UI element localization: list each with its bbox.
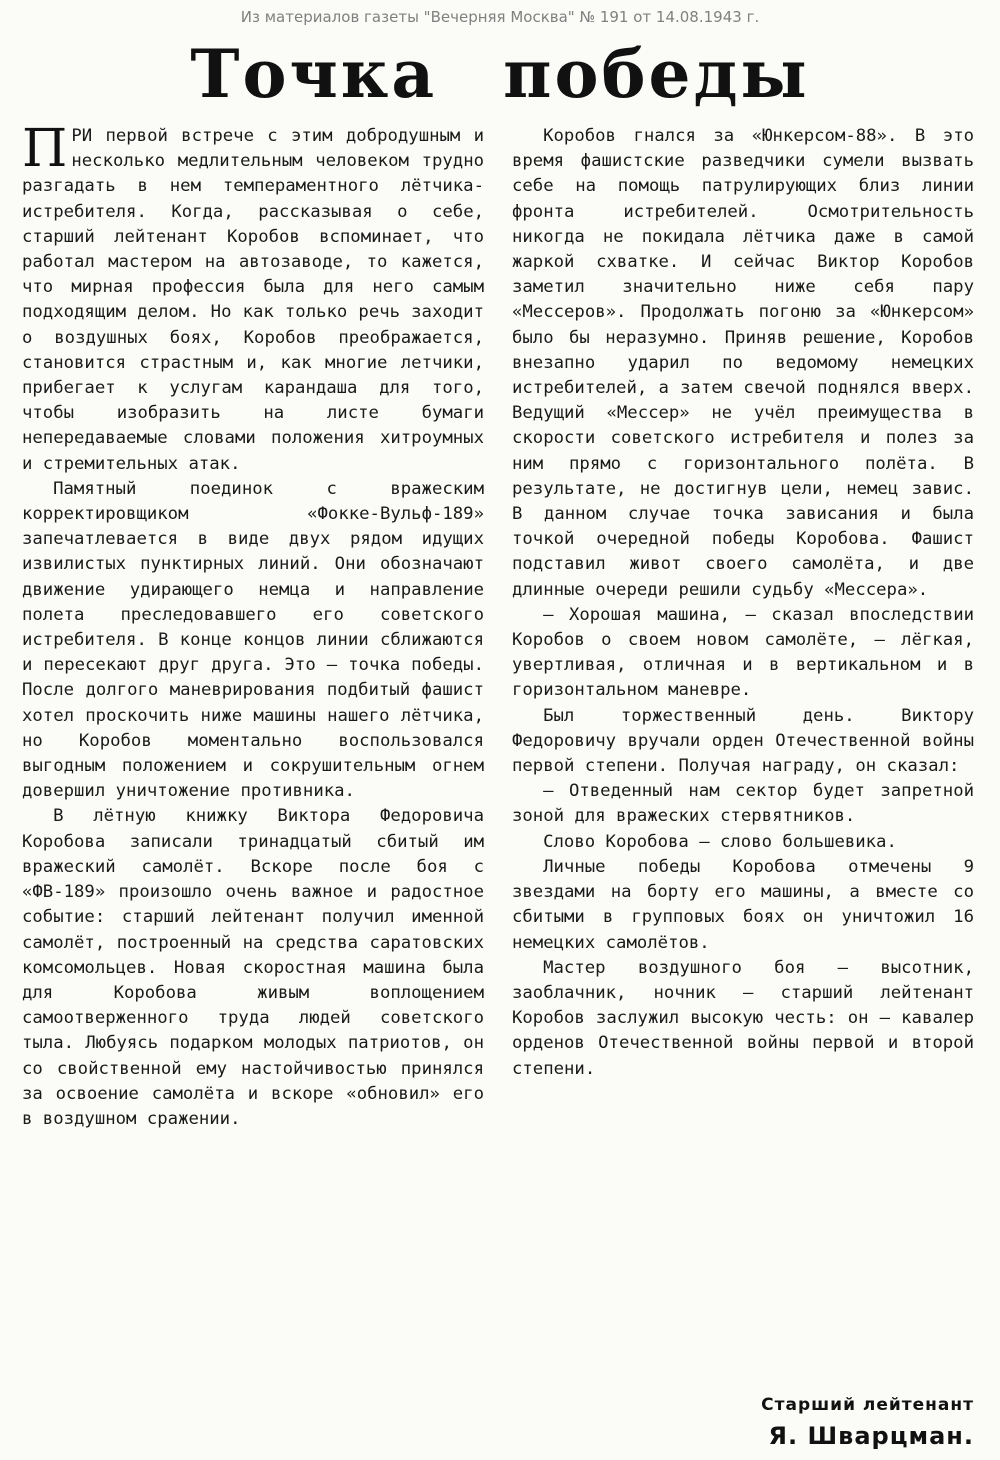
article-paragraph: Слово Коробова — слово большевика.: [543, 831, 897, 852]
article-paragraph: Личные победы Коробова отмечены 9 звездами на борту его машины, а вместе со сбитыми в групповых боях он уничтожил 16 немецких самолётов.: [512, 856, 974, 953]
article-paragraph: В лётную книжку Виктора Федоровича Коробова записали тринадцатый сбитый им вражеский самолёт. Вскоре после боя с «ФВ-189» произошло очень важное и радостное событие: старший лейтенант получил именной самолёт, построенный на средства саратовских комсомольцев. Новая скоростная машина была для Коробова живым воплощением самоотверженного труда людей советского тыла. Любуясь подарком молодых патриотов, он со свойственной ему настойчивостью принялся за освоение самолёта и вскоре «обновил» его в воздушном сражении.: [22, 806, 484, 1129]
article-column-right: [512, 124, 974, 1082]
article-paragraph: Коробов гнался за «Юнкерсом-88». В это время фашистские разведчики сумели вызвать себе на помощь патрулирующих близ линии фронта истребителей. Осмотрительность никогда не покидала лётчика даже в самой жаркой схватке. И сейчас Виктор Коробов заметил значительно ниже себя пару «Мессеров». Продолжать погоню за «Юнкерсом» было бы неразумно. Приняв решение, Коробов внезапно ударил по ведомому немецких истребителей, а затем свечой поднялся вверх. Ведущий «Мессер» не учёл преимущества в скорости советского истребителя и полез за ним прямо с горизонтального полёта. В результате, не достигнув цели, немец завис. В данном случае точка зависания и была точкой очередной победы Коробова. Фашист подставил живот своего самолёта, и две длинные очереди решили судьбу «Мессера».: [512, 126, 974, 600]
drop-cap-letter: П: [22, 119, 68, 179]
author-name: Я. Шварцман.: [768, 1422, 974, 1450]
article-column-left: [22, 119, 484, 1132]
article-headline: Точка победы: [190, 35, 810, 113]
paragraph-text: РИ первой встрече с этим добродушным и несколько медлительным человеком трудно разгадать в нем темпераментного лётчика-истребителя. Когда, рассказывая о себе, старший лейтенант Коробов вспоминает, что работал мастером на автозаводе, то кажется, что мирная профессия была для него самым подходящим делом. Но как только речь заходит о воздушных боях, Коробов преображается, становится страстным и, как многие летчики, прибегает к услугам карандаша для того, чтобы изобразить на листе бумаги непередаваемые словами положения хитроумных и стремительных атак.: [22, 126, 484, 474]
article-paragraph: — Хорошая машина, — сказал впоследствии Коробов о своем новом самолёте, — лёгкая, увертливая, отличная и в вертикальном и в горизонтальном маневре.: [512, 604, 974, 701]
article-paragraph: Памятный поединок с вражеским корректировщиком «Фокке-Вульф-189» запечатлевается в виде двух рядом идущих извилистых пунктирных линий. Они обозначают движение удирающего немца и направление полета преследовавшего его советского истребителя. В конце концов линии сближаются и пересекают друг друга. Это — точка победы. После долгого маневрирования подбитый фашист хотел проскочить ниже машины нашего лётчика, но Коробов моментально воспользовался выгодным положением и сокрушительным огнем довершил уничтожение противника.: [22, 478, 484, 802]
article-paragraph: [22, 119, 484, 477]
article-paragraph: Мастер воздушного боя — высотник, заоблачник, ночник — старший лейтенант Коробов заслужил высокую честь: он — кавалер орденов Отечественной войны первой и второй степени.: [512, 957, 974, 1079]
source-caption: Из материалов газеты "Вечерняя Москва" № 191 от 14.08.1943 г.: [240, 8, 760, 26]
article-paragraph: Был торжественный день. Виктору Федоровичу вручали орден Отечественной войны первой степени. Получая награду, он сказал:: [512, 705, 974, 777]
article-paragraph: — Отведенный нам сектор будет запретной зоной для вражеских стервятников.: [512, 781, 974, 827]
author-rank: Старший лейтенант: [761, 1395, 974, 1415]
